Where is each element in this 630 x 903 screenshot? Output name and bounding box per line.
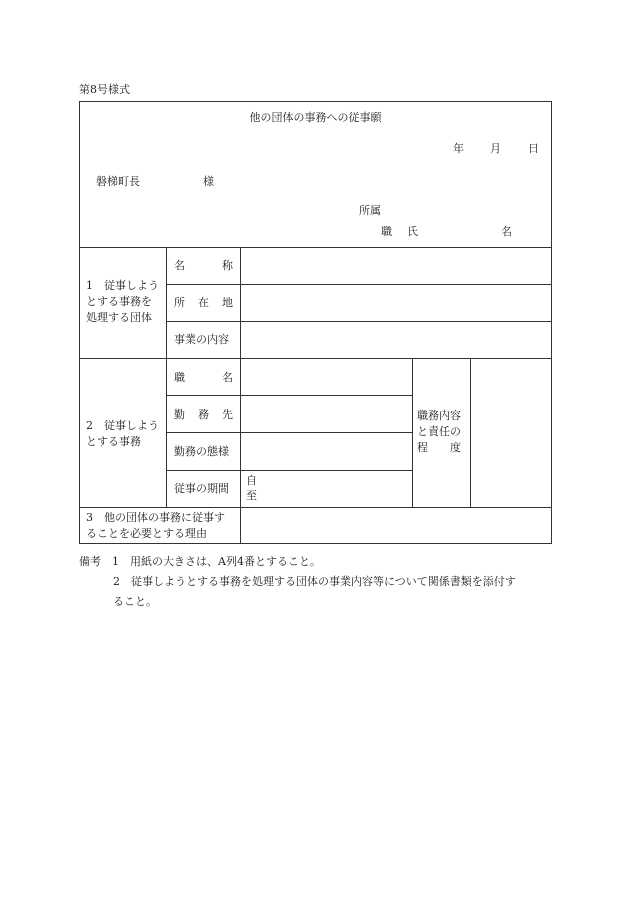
notes-item2-line2: ること。 bbox=[113, 595, 157, 608]
workplace-label: 務 bbox=[198, 408, 209, 421]
name-label-part1: 氏 bbox=[407, 225, 418, 238]
section2-label-line1: 2 従事しよう bbox=[86, 419, 159, 432]
org-name-label: 称 bbox=[222, 259, 233, 272]
section1-label-line2: とする事務を bbox=[86, 295, 152, 308]
position-label: 職 bbox=[381, 225, 392, 238]
section3-label-line1: 3 他の団体の事務に従事す bbox=[86, 511, 225, 524]
duty-label-line1: 職務内容 bbox=[417, 409, 461, 422]
section3-top-line bbox=[80, 507, 551, 508]
notes-title: 備考 bbox=[79, 555, 101, 568]
form-title: 他の団体の事務への従事願 bbox=[249, 111, 382, 124]
section1-top-line bbox=[80, 247, 551, 248]
period-to-label: 至 bbox=[246, 489, 257, 502]
job-title-label: 名 bbox=[222, 371, 233, 384]
row-line bbox=[166, 321, 551, 322]
form-number: 第8号様式 bbox=[79, 83, 130, 96]
org-address-label: 所 bbox=[174, 296, 185, 309]
row-line bbox=[166, 395, 412, 396]
section2-top-line bbox=[80, 358, 551, 359]
addressee-label: 磐梯町長 bbox=[96, 175, 140, 188]
row-line bbox=[166, 284, 551, 285]
workplace-label: 勤 bbox=[174, 408, 185, 421]
row-line bbox=[166, 432, 412, 433]
section1-label-line1: 1 従事しよう bbox=[86, 279, 159, 292]
label-column-line bbox=[166, 247, 167, 507]
row-line bbox=[166, 470, 412, 471]
section1-label-line3: 処理する団体 bbox=[86, 311, 152, 324]
workplace-label: 先 bbox=[222, 408, 233, 421]
notes-item1-line bbox=[79, 552, 516, 572]
job-title-label: 職 bbox=[174, 371, 185, 384]
period-from-label: 自 bbox=[246, 474, 257, 487]
org-address-label: 地 bbox=[222, 296, 233, 309]
notes-section bbox=[79, 552, 516, 612]
service-period-label: 従事の期間 bbox=[174, 482, 229, 495]
value-column-line bbox=[240, 247, 241, 543]
section3-label-line2: ることを必要とする理由 bbox=[86, 527, 207, 540]
org-name-label: 名 bbox=[174, 259, 185, 272]
date-day-label: 日 bbox=[528, 142, 539, 155]
date-year-label: 年 bbox=[453, 142, 464, 155]
notes-item2-line1: 2 従事しようとする事務を処理する団体の事業内容等について関係書類を添付す bbox=[113, 575, 516, 588]
application-form-table bbox=[79, 101, 552, 544]
section2-label-line2: とする事務 bbox=[86, 435, 141, 448]
duty-column-line bbox=[412, 358, 413, 507]
date-month-label: 月 bbox=[490, 142, 501, 155]
duty-value-column-line bbox=[470, 358, 471, 507]
affiliation-label: 所属 bbox=[359, 204, 381, 217]
duty-label-line3: 程 度 bbox=[417, 441, 461, 454]
duty-label-line2: と責任の bbox=[417, 425, 461, 438]
name-label-part2: 名 bbox=[501, 225, 512, 238]
business-content-label: 事業の内容 bbox=[174, 333, 229, 346]
org-address-label: 在 bbox=[198, 296, 209, 309]
honorific-label: 様 bbox=[203, 175, 214, 188]
work-mode-label: 勤務の態様 bbox=[174, 445, 229, 458]
notes-item1: 1 用紙の大きさは、A列4番とすること。 bbox=[112, 555, 321, 568]
